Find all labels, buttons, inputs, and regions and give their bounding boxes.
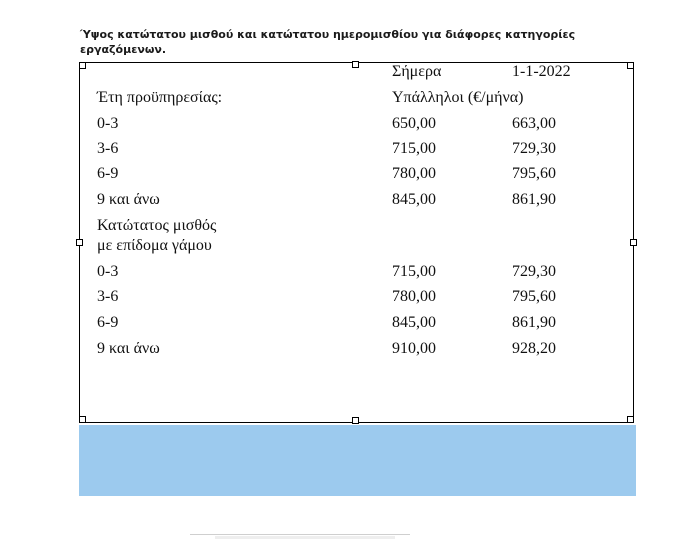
years-cell: 0-3 (97, 263, 119, 280)
years-cell: 3-6 (97, 140, 119, 157)
new-value: 861,90 (512, 314, 556, 331)
page-shadow-divider (190, 534, 410, 535)
today-value: 845,00 (392, 191, 436, 208)
new-value: 795,60 (512, 165, 556, 182)
column-header-today: Σήμερα (392, 63, 442, 80)
years-cell: 3-6 (97, 288, 119, 305)
row-label-header: Έτη προϋπηρεσίας: (97, 89, 223, 106)
today-value: 715,00 (392, 263, 436, 280)
resize-handle-middle-left[interactable] (76, 239, 83, 246)
today-value: 910,00 (392, 340, 436, 357)
years-cell: 6-9 (97, 165, 119, 182)
section-heading-line1: Κατώτατος μισθός (97, 217, 217, 234)
resize-handle-top-middle[interactable] (352, 61, 359, 68)
years-cell: 6-9 (97, 314, 119, 331)
new-value: 928,20 (512, 340, 556, 357)
new-value: 663,00 (512, 115, 556, 132)
resize-handle-middle-right[interactable] (630, 239, 637, 246)
resize-handle-top-left[interactable] (79, 62, 86, 69)
years-cell: 9 και άνω (97, 340, 160, 357)
today-value: 715,00 (392, 140, 436, 157)
column-header-new-date: 1-1-2022 (512, 63, 571, 80)
years-cell: 0-3 (97, 115, 119, 132)
years-cell: 9 και άνω (97, 191, 160, 208)
selection-highlight-area (79, 425, 636, 496)
resize-handle-bottom-middle[interactable] (352, 417, 359, 424)
unit-header: Υπάλληλοι (€/μήνα) (392, 89, 524, 106)
new-value: 729,30 (512, 140, 556, 157)
today-value: 780,00 (392, 288, 436, 305)
new-value: 795,60 (512, 288, 556, 305)
today-value: 650,00 (392, 115, 436, 132)
resize-handle-bottom-left[interactable] (79, 416, 86, 423)
today-value: 780,00 (392, 165, 436, 182)
resize-handle-top-right[interactable] (627, 62, 634, 69)
new-value: 729,30 (512, 263, 556, 280)
today-value: 845,00 (392, 314, 436, 331)
section-heading-line2: με επίδομα γάμου (97, 237, 212, 254)
resize-handle-bottom-right[interactable] (627, 416, 634, 423)
document-title: Ύψος κατώτατου μισθού και κατώτατου ημερομισθίου για διάφορες κατηγορίες εργαζόμενων. (80, 28, 576, 56)
new-value: 861,90 (512, 191, 556, 208)
